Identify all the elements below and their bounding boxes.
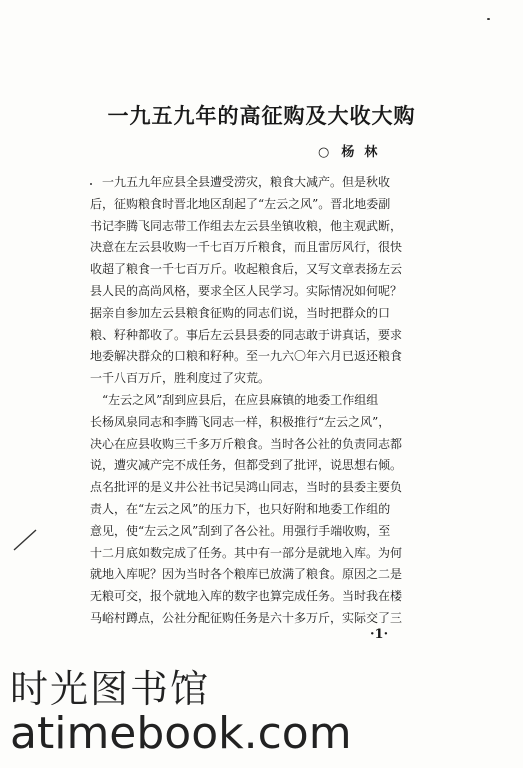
text-line: 一千八百万斤，胜利度过了灾荒。 (90, 371, 271, 386)
text-line: 马峪村蹲点，公社分配征购任务是六十多万斤，实际交了三 (90, 610, 403, 625)
watermark-chinese: 时光图书馆 (10, 667, 211, 711)
article-title: 一九五九年的高征购及大收大购 (107, 104, 416, 128)
text-line: 据亲自参加左云县粮食征购的同志们说，当时把群众的口 (90, 305, 391, 320)
text-line: 一九五九年应县全县遭受涝灾，粮食大减产。但是秋收 (102, 175, 391, 189)
text-line: 决心在应县收购三千多万斤粮食。当时各公社的负责同志都 (90, 436, 403, 451)
text-line: 地委解决群众的口粮和籽种。至一九六〇年六月已返还粮食 (90, 349, 403, 364)
text-line: 县人民的高尚风格，要求全区人民学习。实际情况如何呢？ (90, 283, 403, 298)
text-line: 说，遭灾减产完不成任务，但都受到了批评，说思想右倾。 (90, 458, 403, 473)
text-line: 意见，使“左云之风”刮到了各公社。用强行手端收购，至 (90, 523, 391, 538)
author-mark: ○ (318, 145, 330, 160)
scan-speck (487, 18, 490, 20)
text-line: 粮、籽种都收了。事后左云县县委的同志敢于讲真话，要求 (90, 327, 403, 342)
text-line: 长杨凤泉同志和李腾飞同志一样，积极推行“左云之风”， (90, 414, 391, 429)
text-line: 后，征购粮食时晋北地区刮起了“左云之风”。晋北地委副 (90, 196, 391, 211)
article-body (90, 172, 435, 630)
text-line: 收超了粮食一千七百万斤。收起粮食后，又写文章表扬左云 (90, 262, 403, 277)
text-line: 决意在左云县收购一千七百万斤粮食，而且雷厉风行，很快 (90, 240, 403, 255)
text-line: 十二月底如数完成了任务。其中有一部分是就地入库。为何 (90, 545, 403, 560)
pencil-mark-icon (12, 528, 38, 552)
page-number: ·1· (370, 627, 389, 642)
text-line: 无粮可交，报个就地入库的数字也算完成任务。当时我在楼 (90, 589, 403, 604)
author-line (318, 141, 387, 160)
text-line: 点名批评的是义井公社书记吴鸿山同志，当时的县委主要负 (90, 480, 403, 495)
watermark-url: atimebook.com (10, 708, 352, 759)
text-line: 就地入库呢？因为当时各个粮库已放满了粮食。原因之二是 (90, 567, 403, 582)
text-line: 责人，在“左云之风”的压力下，也只好附和地委工作组的 (90, 501, 391, 516)
author-name: 杨林 (341, 145, 388, 160)
text-line: 书记李腾飞同志带工作组去左云县坐镇收粮，他主观武断， (90, 218, 403, 233)
text-line: “左云之风”刮到应县后，在应县麻镇的地委工作组组 (102, 392, 379, 407)
